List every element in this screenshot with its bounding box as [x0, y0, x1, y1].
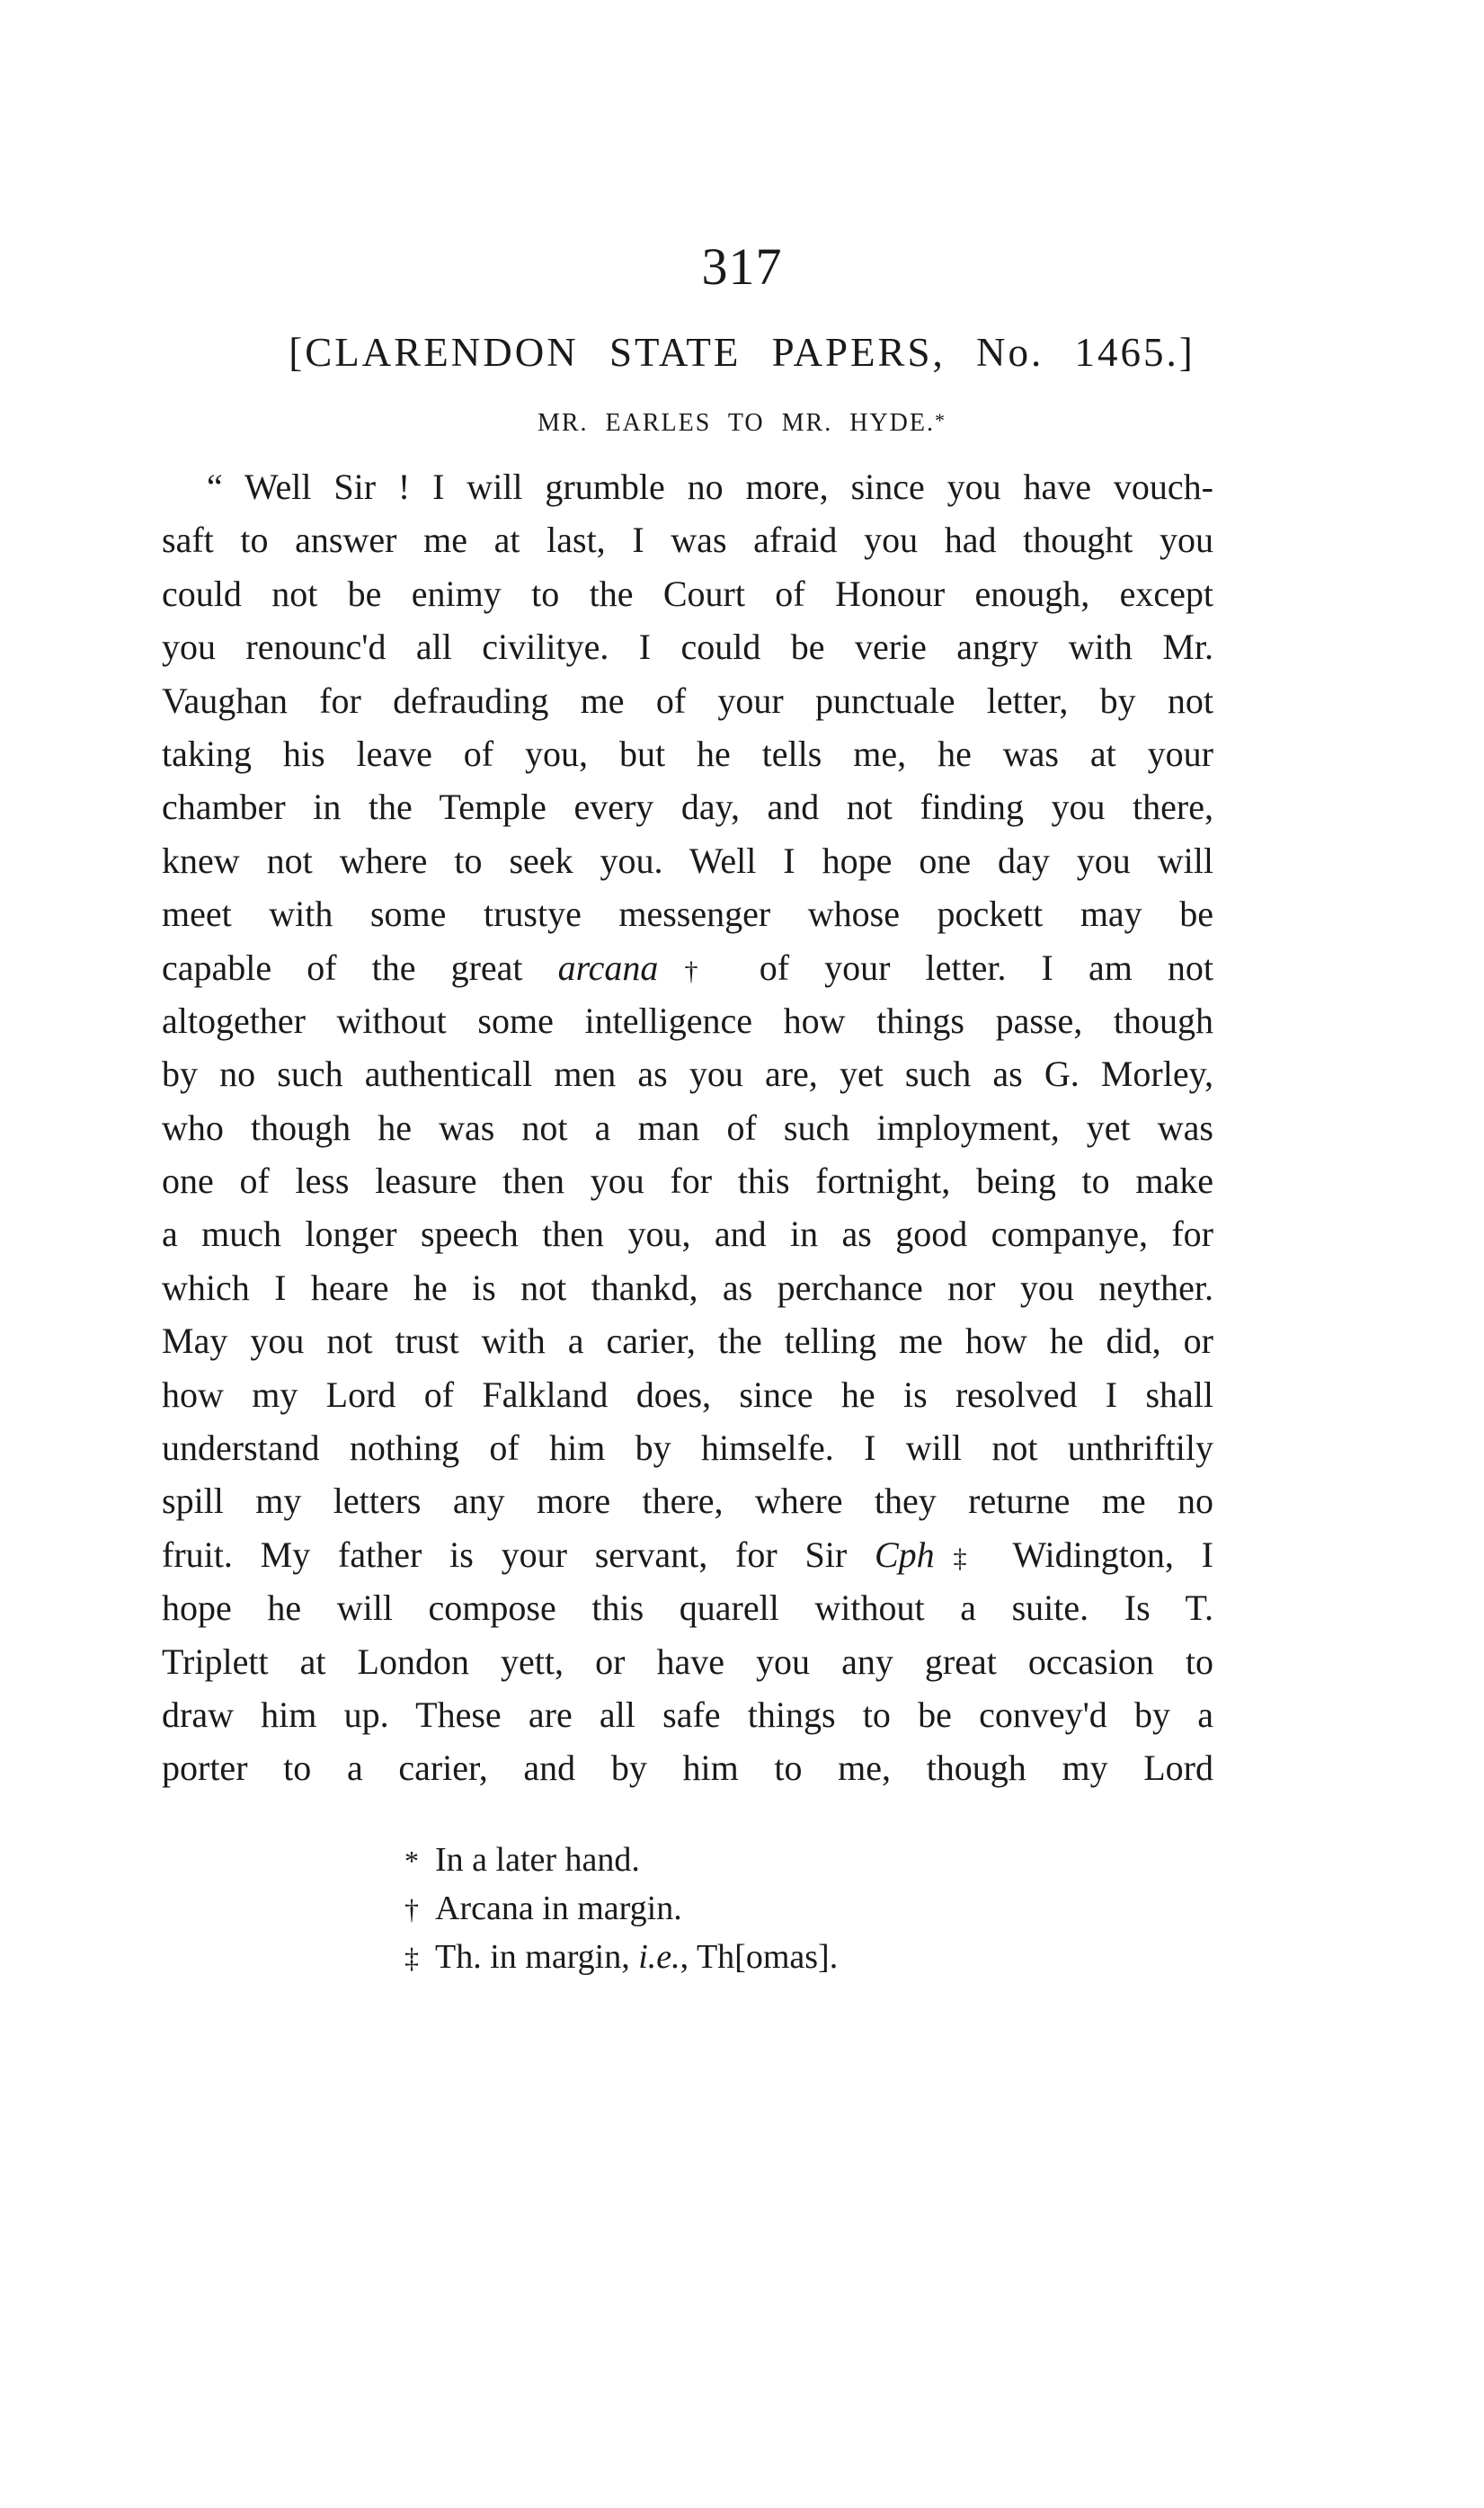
body-line: one of less leasure then you for this fortnight, being to make [162, 1161, 1213, 1202]
body-line: meet with some trustye messenger whose pockett may be [162, 894, 1213, 935]
body-line [162, 1528, 1213, 1581]
body-line: knew not where to seek you. Well I hope one day you will [162, 840, 1213, 881]
footnote-symbol: * [404, 1845, 419, 1877]
body-line: Vaughan for defrauding me of your punctuale letter, by not [162, 680, 1213, 721]
body-line: taking his leave of you, but he tells me, he was at your [162, 733, 1213, 774]
body-line: understand nothing of him by himselfe. I will not unthriftily [162, 1427, 1213, 1469]
body-line-text: fruit. My father is your servant, for Sir [162, 1534, 875, 1575]
footnote-symbol: † [404, 1893, 419, 1925]
footnote-ref-double-dagger: ‡ [934, 1543, 986, 1573]
body-line: hope he will compose this quarell without a suite. Is T. [162, 1588, 1213, 1629]
footnote [404, 1933, 1213, 1981]
body-line-text: capable of the great [162, 947, 558, 988]
footnote-italic: i.e. [638, 1938, 680, 1976]
body-line: which I heare he is not thankd, as perchance nor you neyther. [162, 1267, 1213, 1308]
body-line-text: of your letter. I am not [724, 947, 1213, 988]
body-line: who though he was not a man of such imployment, yet was [162, 1107, 1213, 1148]
letter-body [162, 460, 1213, 1795]
footnote [404, 1836, 1213, 1884]
body-line-text: Widington, I [985, 1534, 1213, 1575]
body-line: by no such authenticall men as you are, yet such as G. Morley, [162, 1054, 1213, 1095]
body-line: you renounc'd all civilitye. I could be verie angry with Mr. [162, 627, 1213, 668]
italic-word: Cph [874, 1534, 935, 1575]
body-line: porter to a carier, and by him to me, though my Lord [162, 1748, 1213, 1789]
footnotes [404, 1836, 1213, 1981]
body-line: a much longer speech then you, and in as good companye, for [162, 1214, 1213, 1255]
body-line [162, 941, 1213, 994]
body-line: Triplett at London yett, or have you any great occasion to [162, 1641, 1213, 1682]
document-title: [CLARENDON STATE PAPERS, No. 1465.] [289, 330, 1195, 375]
page-number: 317 [701, 237, 783, 296]
body-line: draw him up. These are all safe things to be convey'd by a [162, 1694, 1213, 1735]
body-line: saft to answer me at last, I was afraid you had thought you [162, 520, 1213, 561]
body-line: May you not trust with a carier, the telling me how he did, or [162, 1321, 1213, 1362]
footnote-text: Th. in margin, [435, 1938, 639, 1976]
italic-word: arcana [557, 947, 659, 988]
footnote-ref-dagger: † [658, 956, 724, 986]
footnote-symbol: ‡ [404, 1942, 419, 1974]
letter-heading-text: MR. EARLES TO MR. HYDE. [537, 409, 935, 437]
body-line: spill my letters any more there, where they returne me no [162, 1481, 1213, 1522]
body-line: “ Well Sir ! I will grumble no more, since you have vouch- [207, 467, 1213, 507]
body-line: altogether without some intelligence how things passe, though [162, 1000, 1213, 1041]
letter-heading [0, 410, 1484, 438]
footnote-text: , Th[omas]. [680, 1938, 839, 1976]
footnote-text: Arcana in margin. [435, 1890, 682, 1927]
body-line: could not be enimy to the Court of Honour enough, except [162, 573, 1213, 614]
body-line: how my Lord of Falkland does, since he is resolved I shall [162, 1374, 1213, 1415]
footnote-ref-star: * [935, 409, 946, 431]
body-line: chamber in the Temple every day, and not finding you there, [162, 787, 1213, 828]
footnote-text: In a later hand. [435, 1841, 640, 1879]
footnote [404, 1884, 1213, 1933]
